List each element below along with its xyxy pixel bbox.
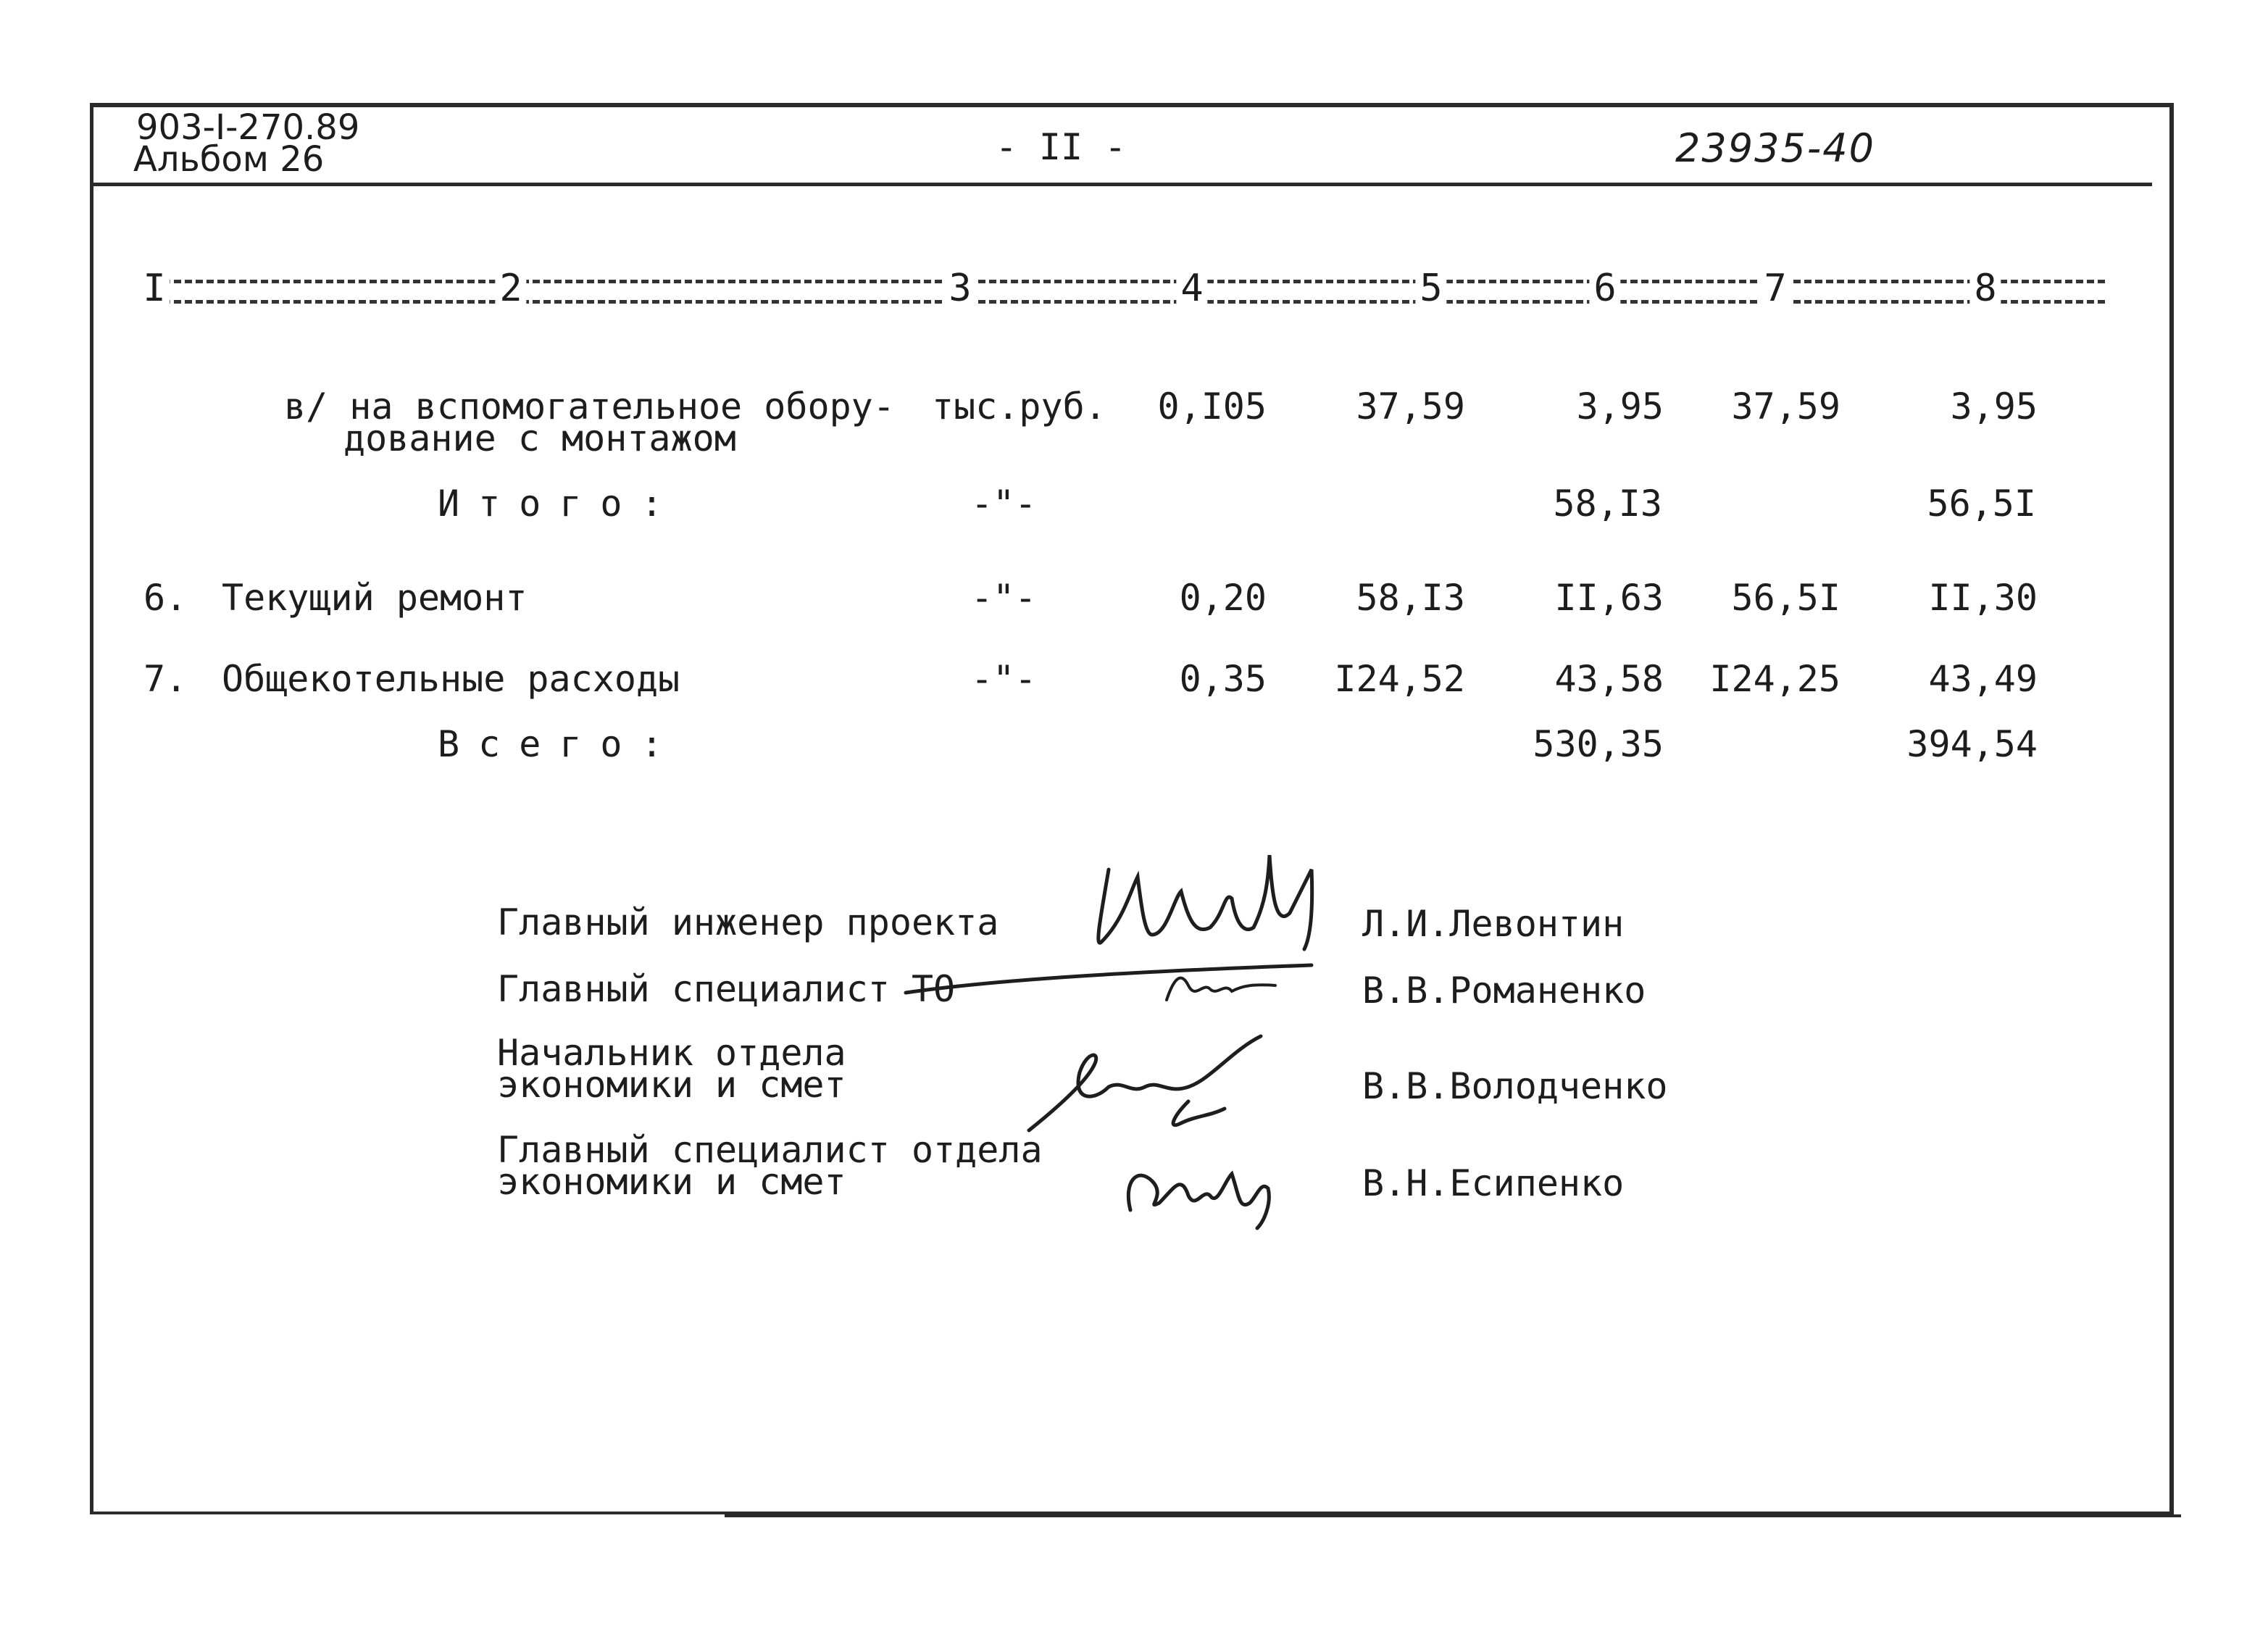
row-aux-c8: 3,95 [1950, 385, 2038, 428]
row-aux-c6: 3,95 [1576, 385, 1664, 428]
album-label: Альбом 26 [133, 139, 325, 180]
frame-bottom-extension [725, 1514, 2181, 1517]
row-repair-c5: 58,I3 [1356, 577, 1465, 619]
row-boiler-c5: I24,52 [1334, 658, 1465, 700]
row-aux-label-line2: дование с монтажом [343, 417, 736, 459]
inventory-number: 23935-40 [1675, 125, 1875, 171]
signature-3-handwriting [1022, 1022, 1283, 1152]
row-total-c6: 530,35 [1533, 723, 1664, 765]
column-number-strip [141, 267, 2105, 313]
row-aux-c7: 37,59 [1731, 385, 1840, 428]
page-number: - II - [995, 126, 1127, 168]
signatory-2-name: В.В.Романенко [1362, 970, 1646, 1012]
row-total-c8: 394,54 [1906, 723, 2038, 765]
row-boiler-unit: -"- [971, 658, 1037, 700]
signatory-4-title-line1: Главный специалист отдела [497, 1129, 1043, 1171]
row-boiler-c4: 0,35 [1179, 658, 1267, 700]
dash-row-top [141, 280, 2105, 283]
row-repair-label: Текущий ремонт [222, 577, 528, 619]
signatory-4-title-line2: экономики и смет [497, 1161, 846, 1203]
signatory-3-title-line1: Начальник отдела [497, 1032, 846, 1074]
row-subtotal-c6: 58,I3 [1553, 483, 1662, 525]
row-total-label: Всего: [438, 723, 682, 765]
column-number-2: 2 [495, 270, 526, 307]
row-repair-c8: II,30 [1928, 577, 2038, 619]
row-repair-c6: II,63 [1554, 577, 1664, 619]
row-boiler-c8: 43,49 [1928, 658, 2038, 700]
column-number-1: I [138, 270, 170, 307]
header-separator [90, 183, 2152, 186]
signatory-3-title-line2: экономики и смет [497, 1064, 846, 1106]
signatory-4-name: В.Н.Есипенко [1362, 1162, 1625, 1204]
row-aux-c5: 37,59 [1356, 385, 1465, 428]
row-subtotal-label: Итого: [438, 483, 682, 525]
row-subtotal-c8: 56,5I [1927, 483, 2036, 525]
doc-code: 903-I-270.89 [136, 107, 360, 148]
column-number-7: 7 [1759, 270, 1790, 307]
signature-1-handwriting [1080, 826, 1326, 956]
signatory-2-title: Главный специалист ТО [497, 968, 956, 1010]
row-aux-unit: тыс.руб. [932, 385, 1106, 428]
row-repair-c7: 56,5I [1731, 577, 1840, 619]
column-number-6: 6 [1589, 270, 1620, 307]
signatory-1-name: Л.И.Левонтин [1362, 903, 1625, 945]
signatory-3-name: В.В.Володченко [1362, 1065, 1668, 1107]
row-repair-unit: -"- [971, 577, 1037, 619]
row-aux-c4: 0,I05 [1157, 385, 1267, 428]
row-aux-label-line1: в/ на вспомогательное обору- [284, 385, 895, 428]
row-boiler-c6: 43,58 [1554, 658, 1664, 700]
dash-row-bottom [141, 300, 2105, 304]
row-boiler-num: 7. [143, 658, 188, 700]
row-repair-c4: 0,20 [1179, 577, 1267, 619]
row-boiler-c7: I24,25 [1709, 658, 1840, 700]
page-frame [90, 103, 2174, 1514]
row-boiler-label: Общекотельные расходы [222, 658, 680, 700]
column-number-8: 8 [1969, 270, 2001, 307]
column-number-4: 4 [1176, 270, 1207, 307]
signatory-1-title: Главный инженер проекта [497, 901, 999, 943]
column-number-5: 5 [1415, 270, 1446, 307]
row-repair-num: 6. [143, 577, 188, 619]
row-subtotal-unit: -"- [971, 483, 1037, 525]
signature-4-handwriting [1116, 1152, 1290, 1232]
signature-2-handwriting [899, 942, 1348, 1007]
column-number-3: 3 [944, 270, 975, 307]
